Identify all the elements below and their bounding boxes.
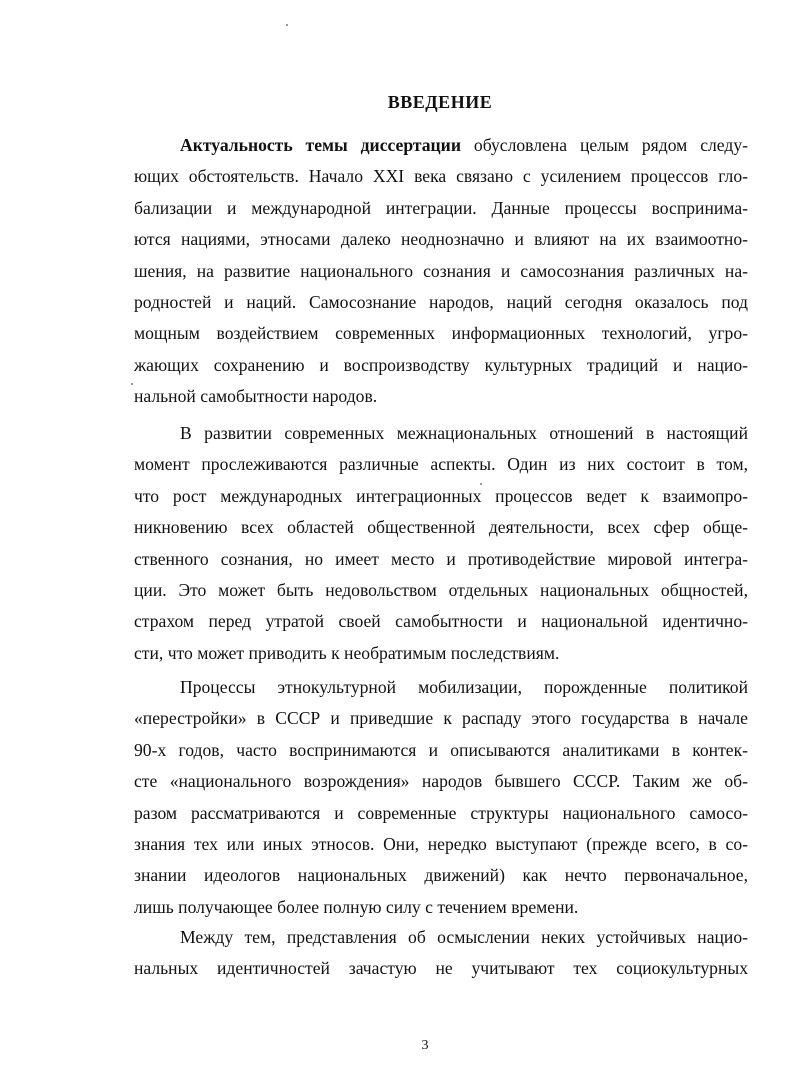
paragraph-line: «перестройки» в СССР и приведшие к распаду этого государства в начале [134, 708, 748, 729]
paragraph-mobilization [134, 672, 748, 923]
paragraph-line: Процессы этнокультурной мобилизации, порожденные политикой [180, 677, 748, 697]
paragraph-line: страхом перед утратой своей самобытности и национальной идентично- [134, 611, 748, 632]
paragraph-line: что рост международных интеграционных процессов ведет к взаимопро- [134, 485, 748, 506]
paragraph-line: мощным воздействием современных информационных технологий, угро- [134, 323, 748, 344]
paragraph-aspects [134, 418, 748, 669]
paragraph-line: Между тем, представления об осмыслении неких устойчивых нацио- [180, 927, 748, 947]
paragraph-line: бализации и международной интеграции. Данные процессы воспринима- [134, 197, 748, 218]
paragraph-identities [134, 922, 748, 985]
paragraph-line: ются нациями, этносами далеко неоднозначно и влияют на их взаимоотно- [134, 229, 748, 250]
paragraph-line: ции. Это может быть недовольством отдельных национальных общностей, [134, 579, 748, 600]
paragraph-line: 90-х годов, часто воспринимаются и описываются аналитиками в контек- [134, 739, 748, 760]
page-number: 3 [421, 1038, 429, 1053]
paragraph-line [134, 130, 748, 161]
line-text: обусловлена целым рядом следу- [460, 135, 748, 155]
paragraph-line: В развитии современных межнациональных отношений в настоящий [180, 423, 748, 443]
paragraph-line: нальной самобытности народов. [134, 386, 378, 407]
paragraph-line: никновению всех областей общественной деятельности, всех сфер обще- [134, 517, 748, 538]
scan-speck [286, 24, 288, 26]
paragraph-line: сте «национального возрождения» народов бывшего СССР. Таким же об- [134, 771, 748, 792]
paragraph-line: сти, что может приводить к необратимым последствиям. [134, 642, 560, 663]
paragraph-line: жающих сохранению и воспроизводству культурных традиций и нацио- [134, 354, 748, 375]
section-heading: ВВЕДЕНИЕ [387, 92, 493, 112]
paragraph-line: разом рассматриваются и современные структуры национального самосо- [134, 802, 748, 823]
paragraph-line: лишь получающее более полную силу с течением времени. [134, 896, 579, 917]
paragraph-line: знания тех или иных этносов. Они, нередко выступают (прежде всего, в со- [134, 833, 748, 854]
paragraph-line: ственного сознания, но имеет место и противодействие мировой интегра- [134, 548, 748, 569]
paragraph-line: нальных идентичностей зачастую не учитывают тех социокультурных [134, 958, 748, 979]
paragraph-line: момент прослеживаются различные аспекты. Один из них состоит в том, [134, 454, 748, 475]
paragraph-line: знании идеологов национальных движений) как нечто первоначальное, [134, 865, 748, 886]
scan-speck [131, 383, 133, 385]
paragraph-relevance [134, 130, 748, 413]
paragraph-line: ющих обстоятельств. Начало XXI века связано с усилением процессов гло- [134, 166, 748, 187]
paragraph-line: шения, на развитие национального сознания и самосознания различных на- [134, 260, 748, 281]
bold-lead-phrase: Актуальность темы диссертации [180, 135, 461, 155]
paragraph-line: родностей и наций. Самосознание народов, наций сегодня оказалось под [134, 291, 748, 312]
